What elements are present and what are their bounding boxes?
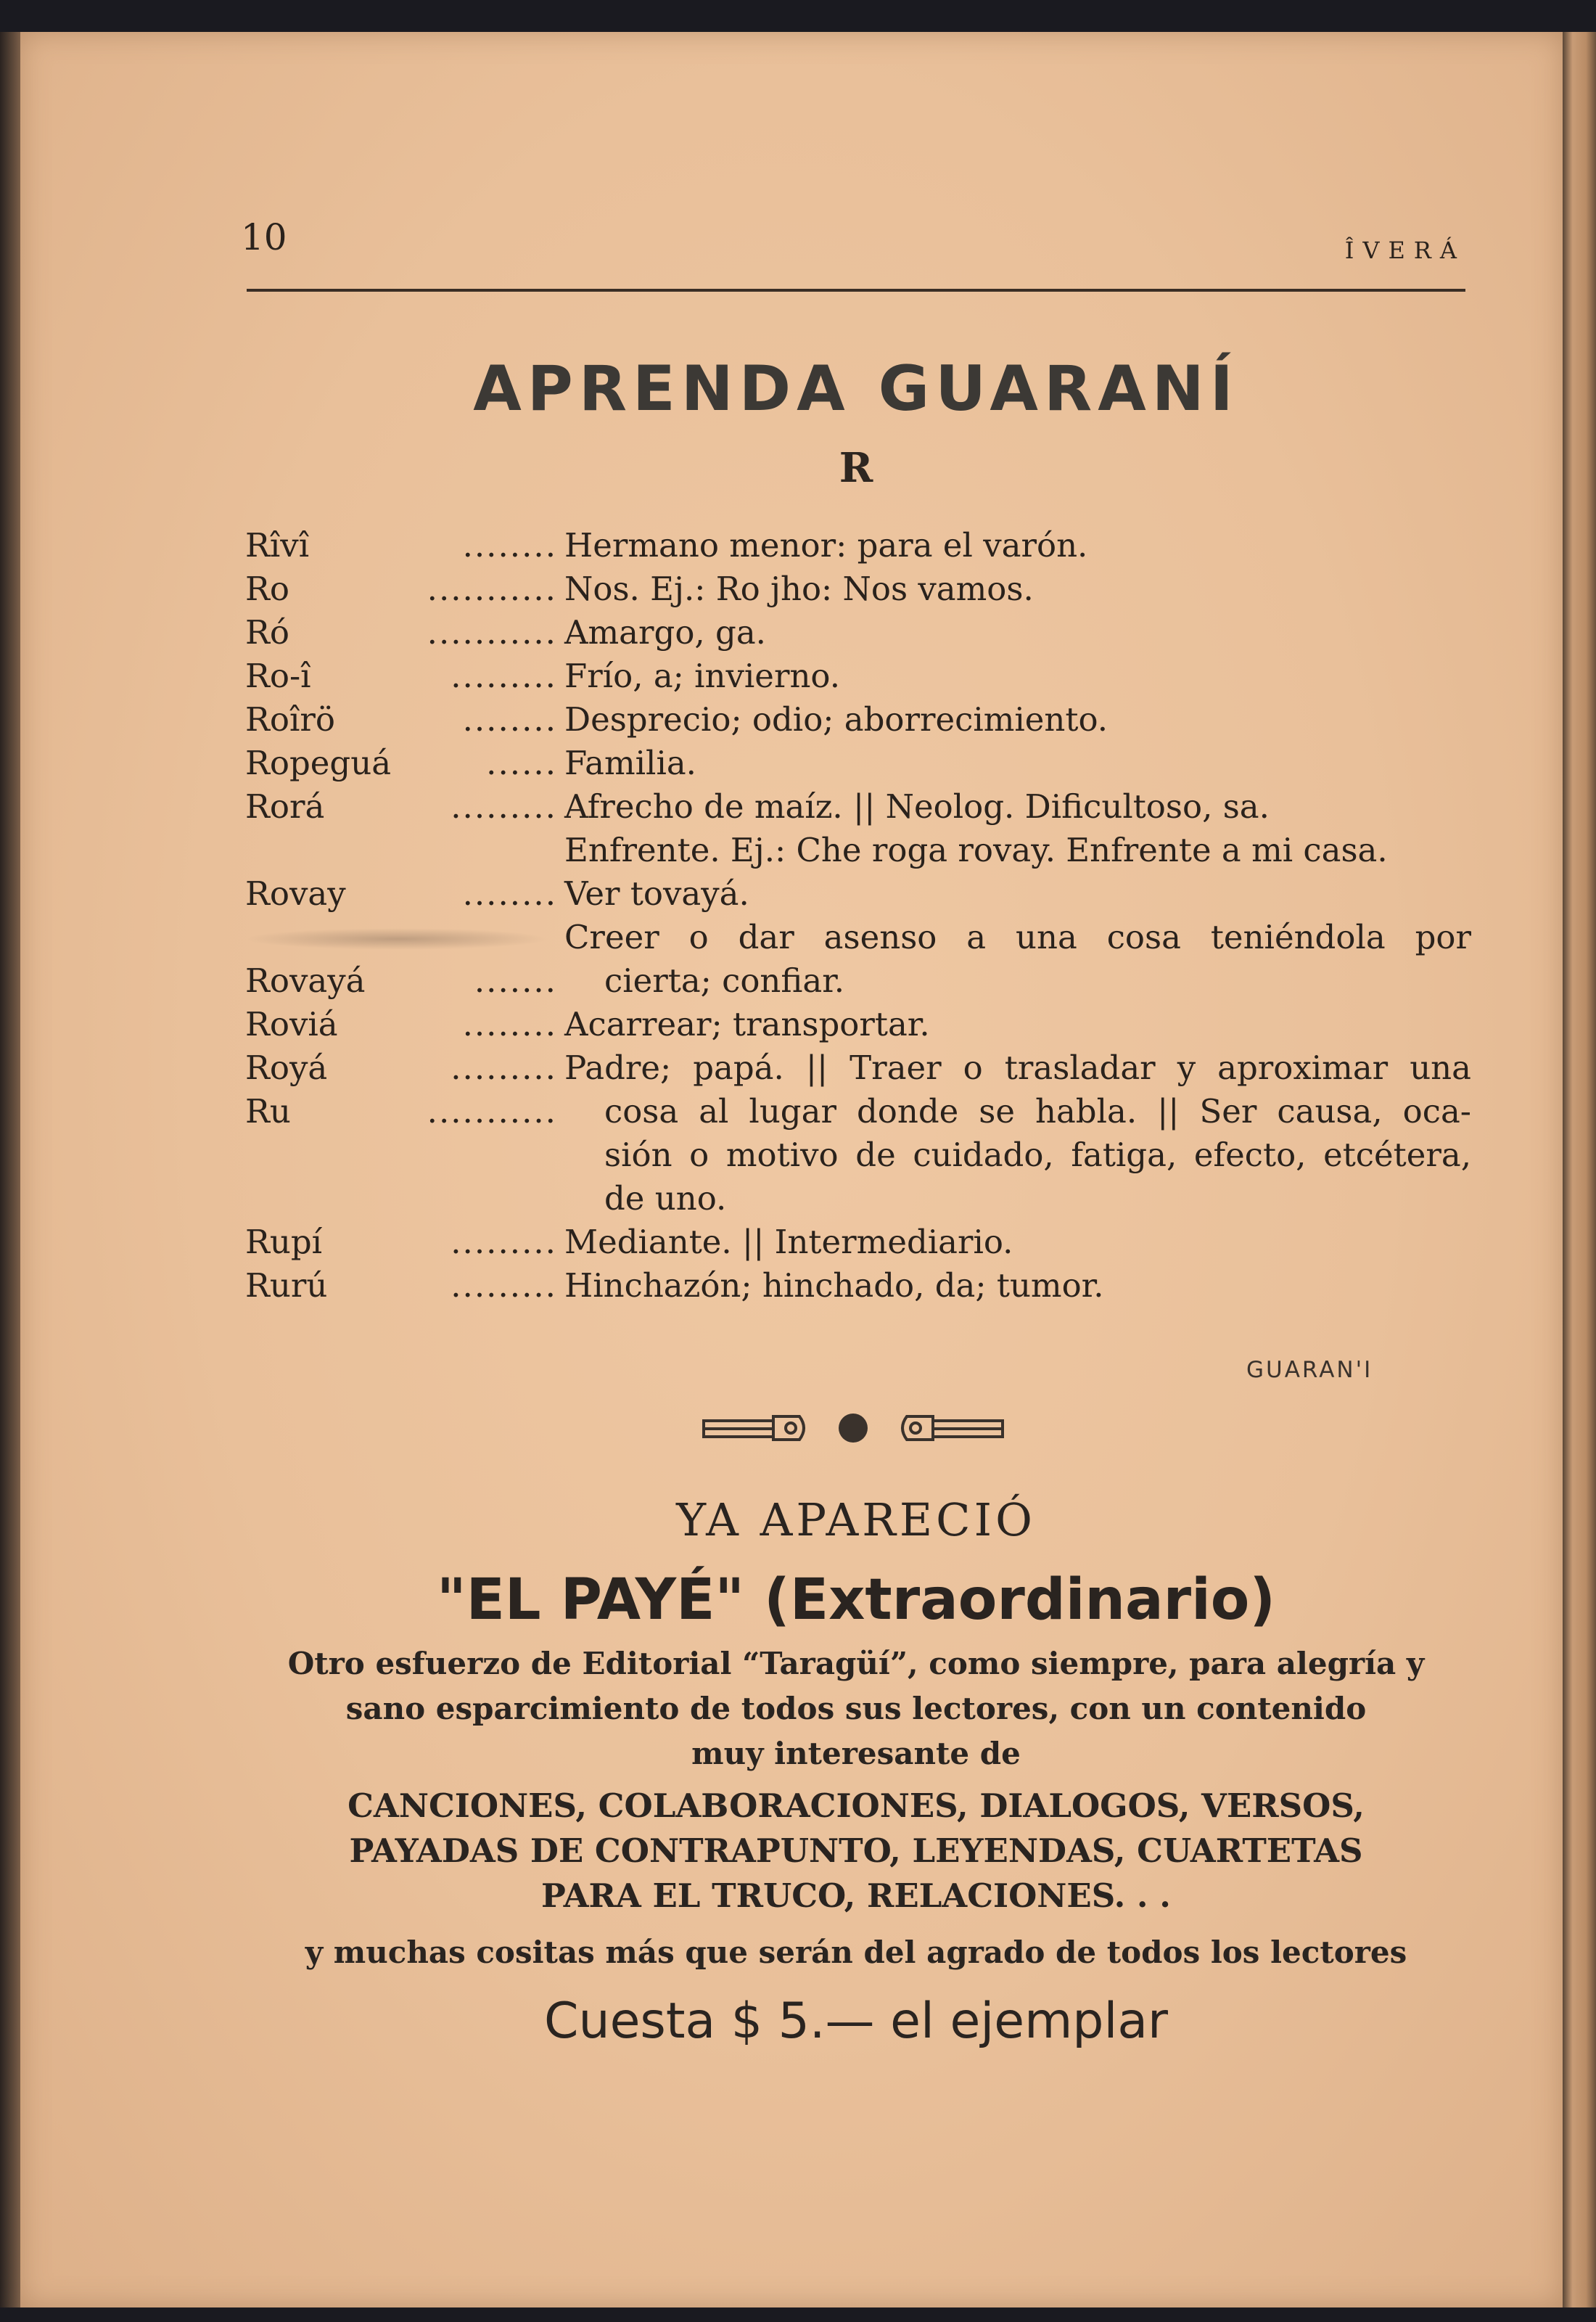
entry-headword: Rîvî [245, 526, 310, 565]
entry-row [245, 874, 1471, 918]
ad-contents-line: PAYADAS DE CONTRAPUNTO, LEYENDAS, CUARTETAS [349, 1831, 1363, 1870]
entry-definition: Acarrear; transportar. [564, 1005, 930, 1043]
entry-headword: Ropeguá [245, 744, 392, 782]
entry-leader: ........ [462, 1005, 557, 1043]
ad-contents-line: CANCIONES, COLABORACIONES, DIALOGOS, VERSOS, [347, 1786, 1365, 1825]
entry-definition: Hermano menor: para el varón. [564, 526, 1088, 565]
entry-headword: Rupí [245, 1223, 323, 1261]
entry-definition: Afrecho de maíz. || Neolog. Dificultoso, sa. [564, 787, 1270, 826]
entry-row [245, 657, 1471, 700]
entry-headword: Rorá [245, 787, 325, 826]
page-edge [1563, 32, 1596, 2307]
entry-leader: ......... [451, 1223, 557, 1261]
author-credit: GUARAN'I [1246, 1357, 1373, 1383]
entry-definition: de uno. [604, 1179, 727, 1218]
section-letter: R [839, 444, 873, 492]
entry-definition: Ver tovayá. [564, 874, 749, 913]
entry-row [245, 526, 1471, 570]
entry-leader: ......... [451, 787, 557, 826]
ad-closing: y muchas cositas más que serán del agrado de todos los lectores [305, 1935, 1407, 1970]
entry-row [245, 1266, 1471, 1310]
entry-headword: Ru [245, 1092, 291, 1131]
entry-row [245, 700, 1471, 744]
entry-definition: Mediante. || Intermediario. [564, 1223, 1013, 1261]
ad-description-line: sano esparcimiento de todos sus lectores, con un contenido [345, 1691, 1367, 1726]
entry-definition: Enfrente. Ej.: Che roga rovay. Enfrente a mi casa. [564, 831, 1388, 869]
entry-row [245, 1092, 1471, 1136]
ad-description-line: muy interesante de [691, 1736, 1021, 1771]
entry-headword: Roîrö [245, 700, 335, 739]
entry-leader: ....... [474, 961, 557, 1000]
entry-definition: Creer o dar asenso a una cosa teniéndola por [564, 918, 1471, 956]
running-title: ÎVERÁ [1344, 237, 1465, 264]
entry-leader: ........ [462, 526, 557, 565]
entry-leader: ........ [462, 700, 557, 739]
entry-continuation [245, 831, 1471, 874]
page-number: 10 [241, 216, 287, 258]
entry-leader: ......... [451, 657, 557, 695]
entry-leader: ......... [451, 1266, 557, 1305]
entry-definition: Padre; papá. || Traer o trasladar y aproximar una [564, 1049, 1471, 1087]
entry-definition: Desprecio; odio; aborrecimiento. [564, 700, 1108, 739]
entry-row [245, 570, 1471, 613]
entry-headword: Rovayá [245, 961, 366, 1000]
entry-row [245, 1223, 1471, 1266]
entry-definition: cosa al lugar donde se habla. || Ser causa, oca- [604, 1092, 1471, 1131]
divider-ornament-icon [701, 1405, 1005, 1451]
entry-headword: Rurú [245, 1266, 328, 1305]
entry-leader: ........... [427, 570, 557, 608]
entry-leader: ........ [462, 874, 557, 913]
entry-continuation [245, 1136, 1471, 1179]
entry-continuation [245, 918, 1471, 961]
entry-headword: Ró [245, 613, 289, 652]
ad-contents-line: PARA EL TRUCO, RELACIONES. . . [541, 1876, 1171, 1915]
ad-price: Cuesta $ 5.— el ejemplar [544, 1993, 1168, 2050]
entry-leader: ........... [427, 1092, 557, 1131]
entry-row [245, 1049, 1471, 1092]
entry-leader: ........... [427, 613, 557, 652]
entry-definition: Hinchazón; hinchado, da; tumor. [564, 1266, 1104, 1305]
entry-definition: Nos. Ej.: Ro jho: Nos vamos. [564, 570, 1034, 608]
entry-row [245, 787, 1471, 831]
entry-definition: Familia. [564, 744, 696, 782]
entry-headword: Ro-î [245, 657, 311, 695]
entry-definition: sión o motivo de cuidado, fatiga, efecto, etcétera, [604, 1136, 1471, 1174]
entry-row [245, 1005, 1471, 1049]
ad-title: "EL PAYÉ" (Extraordinario) [436, 1567, 1276, 1633]
ink-smudge [245, 928, 550, 950]
entry-row [245, 744, 1471, 787]
entry-leader: ......... [451, 1049, 557, 1087]
book-binding [0, 32, 20, 2307]
entry-headword: Royá [245, 1049, 328, 1087]
header-rule [247, 289, 1465, 292]
entry-definition: Frío, a; invierno. [564, 657, 841, 695]
entry-headword: Roviá [245, 1005, 338, 1043]
ad-headline: YA APARECIÓ [676, 1493, 1036, 1546]
entry-leader: ...... [486, 744, 557, 782]
entry-row [245, 961, 1471, 1005]
entry-definition: cierta; confiar. [604, 961, 845, 1000]
ad-description-line: Otro esfuerzo de Editorial “Taragüí”, como siempre, para alegría y [287, 1646, 1425, 1681]
entry-definition: Amargo, ga. [564, 613, 766, 652]
entry-headword: Rovay [245, 874, 346, 913]
entry-headword: Ro [245, 570, 289, 608]
entry-row [245, 613, 1471, 657]
entry-continuation [245, 1179, 1471, 1223]
main-title: APRENDA GUARANÍ [473, 353, 1239, 425]
